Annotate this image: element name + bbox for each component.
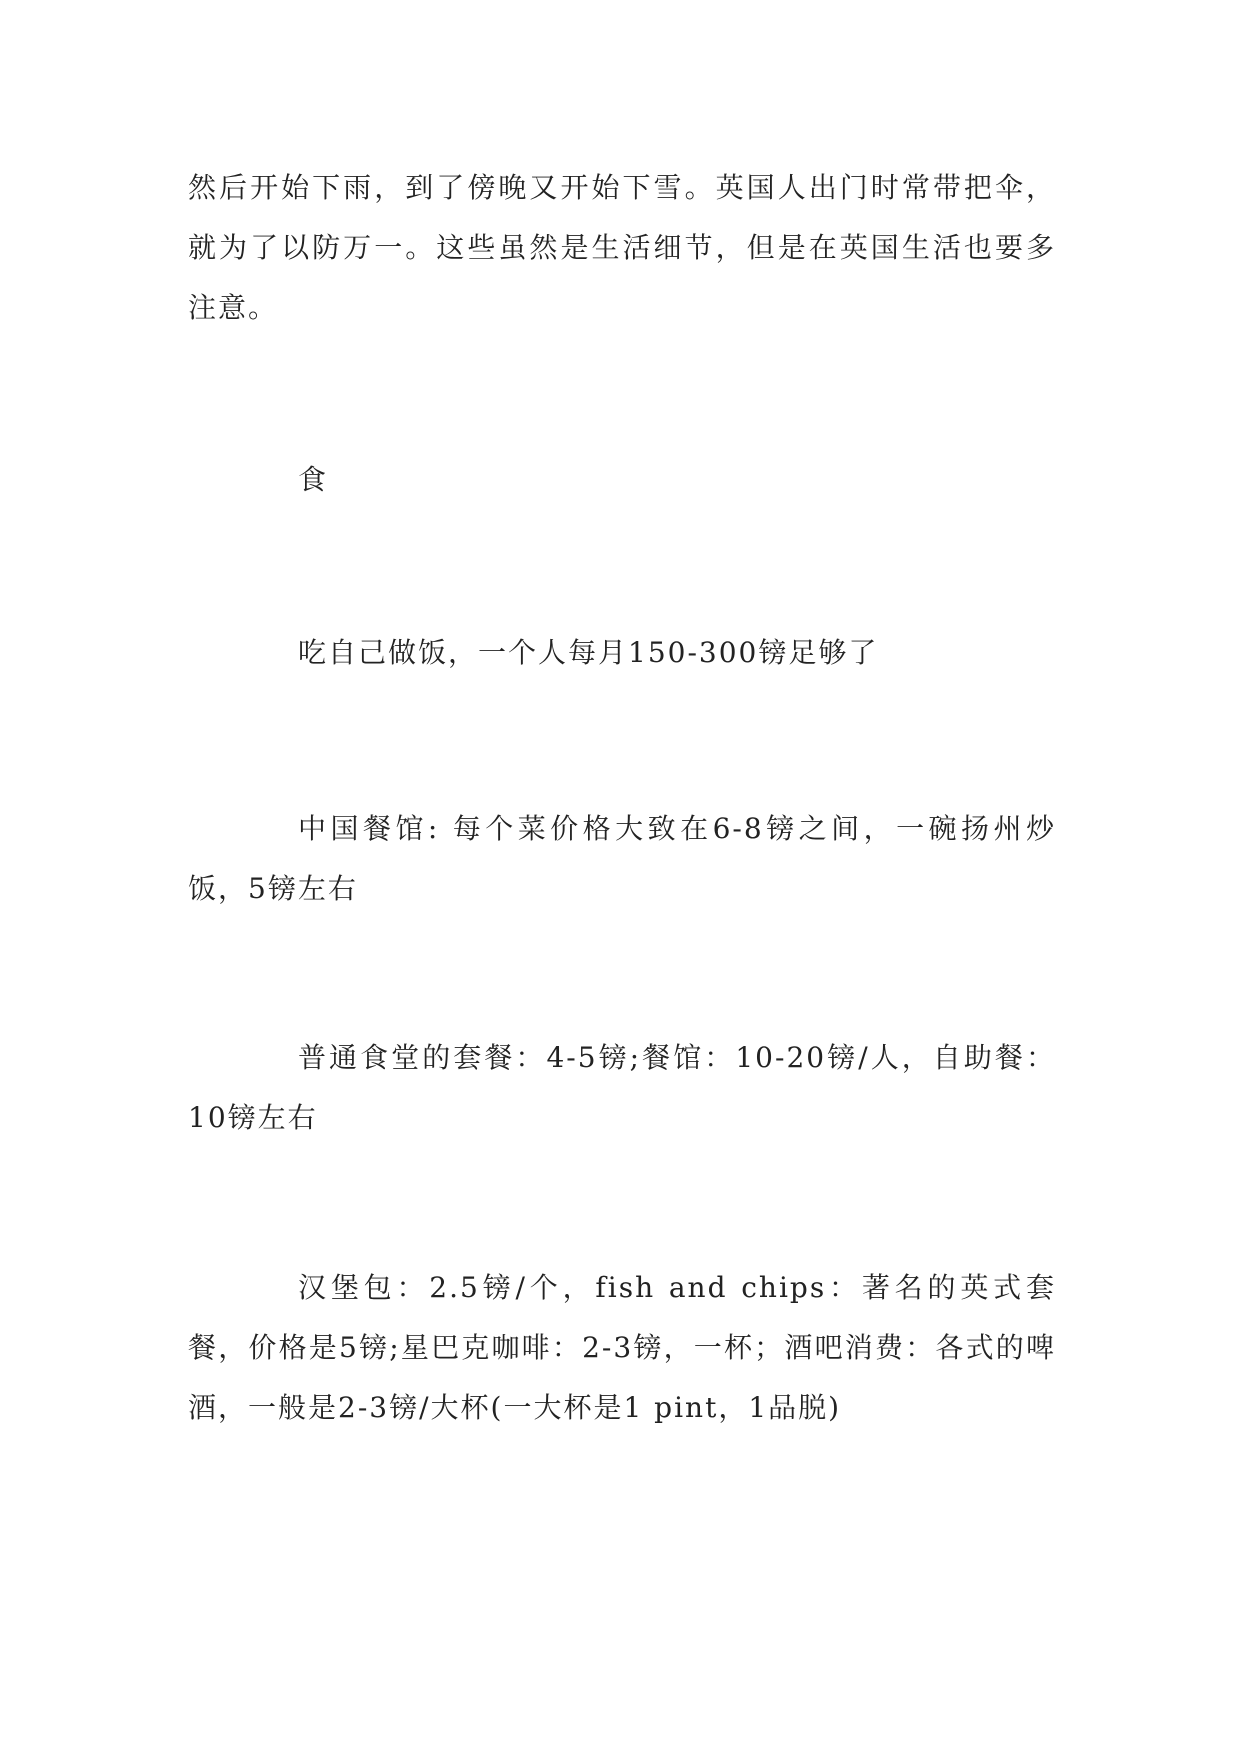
section-heading-food: 食 (298, 463, 329, 496)
paragraph-weather: 然后开始下雨，到了傍晚又开始下雪。英国人出门时常带把伞，就为了以防万一。这些虽然是生活细节，但是在英国生活也要多注意。 (188, 171, 1056, 324)
paragraph-chinese-restaurant: 中国餐馆: 每个菜价格大致在6-8镑之间，一碗扬州炒饭，5镑左右 (188, 812, 1056, 905)
paragraph-fast-food: 汉堡包：2.5镑/个，fish and chips：著名的英式套餐，价格是5镑;星巴克咖啡：2-3镑，一杯；酒吧消费：各式的啤酒，一般是2-3镑/大杯(一大杯是1 pint，1品脱) (188, 1271, 1056, 1424)
paragraph-cook-at-home: 吃自己做饭，一个人每月150-300镑足够了 (298, 636, 879, 669)
paragraph-canteen: 普通食堂的套餐：4-5镑;餐馆：10-20镑/人，自助餐：10镑左右 (188, 1041, 1056, 1134)
